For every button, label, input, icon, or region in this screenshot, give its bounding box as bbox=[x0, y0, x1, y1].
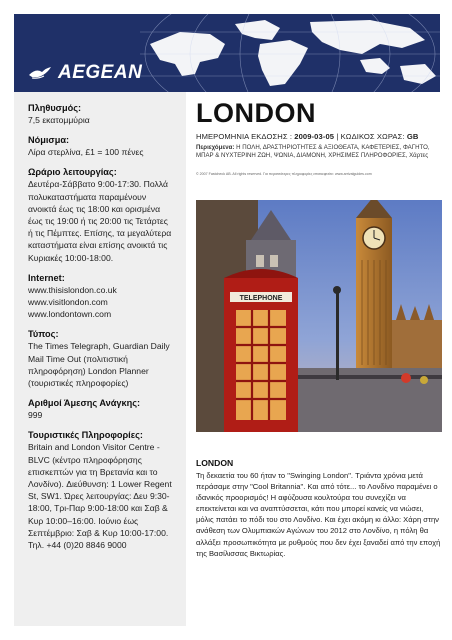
telephone-sign: TELEPHONE bbox=[239, 295, 283, 302]
section-body: Λίρα στερλίνα, £1 = 100 πένες bbox=[28, 147, 144, 158]
guide-header bbox=[196, 98, 442, 176]
emergency-section bbox=[28, 397, 174, 421]
section-heading: Τουριστικές Πληροφορίες: bbox=[28, 430, 143, 441]
header-banner bbox=[14, 14, 440, 92]
section-body: The Times Telegraph, Guardian Daily Mail Time Out (πολιτιστική πληροφόρηση) London Planner (τουριστικές πληροφορίες) bbox=[28, 341, 170, 389]
issue-meta bbox=[196, 132, 442, 141]
contents-line bbox=[196, 144, 442, 160]
aegean-logo bbox=[28, 62, 142, 84]
issue-date: 2009-03-05 bbox=[294, 132, 335, 141]
london-photo bbox=[196, 200, 442, 432]
section-body: Δευτέρα-Σάββατο 9:00-17:30. Πολλά πολυκαταστήματα παραμένουν ανοικτά έως τις 18:00 και ορισμένα έως τις 19:00 ή τις 20:00 τις Τετάρτες ή τις Πέμπτες. Επίσης, τα μεγαλύτερα καταστήματα είναι επίσης ανοικτά τις Κυριακές 10:00-18:00. bbox=[28, 179, 172, 263]
country-label: ΚΩΔΙΚΟΣ ΧΩΡΑΣ: bbox=[340, 132, 405, 141]
currency-section bbox=[28, 134, 174, 158]
city-title: LONDON bbox=[196, 98, 316, 128]
contents-text: Η ΠΟΛΗ, ΔΡΑΣΤΗΡΙΟΤΗΤΕΣ & ΑΞΙΟΘΕΑΤΑ, ΚΑΦΕΤΕΡΙΕΣ, ΦΑΓΗΤΟ, ΜΠΑΡ & ΝΥΧΤΕΡΙΝΗ ΖΩΗ, ΨΩΝΙΑ, ΔΙΑΜΟΝΗ, ΧΡΗΣΙΜΕΣ ΠΛΗΡΟΦΟΡΙΕΣ, Χάρτες bbox=[196, 144, 430, 160]
section-heading: Αριθμοί Άμεσης Ανάγκης: bbox=[28, 398, 141, 409]
section-heading: Πληθυσμός: bbox=[28, 103, 82, 113]
section-heading: Τύπος: bbox=[28, 329, 59, 340]
press-section bbox=[28, 328, 174, 389]
copyright-notice: © 2007 Fastcheck AB. All rights reserved. Για περισσότερες πληροφορίες επισκεφτείτε: www.arrivalguides.com bbox=[196, 172, 372, 177]
section-body: Britain and London Visitor Centre - BLVC (κέντρο πληροφόρησης επισκεπτών για τη Βρετανία και το Λονδίνο). Διεύθυνση: 1 Lower Regent St, SW1. Ώρες λειτουργίας: Δευ 9:30-18:00, Τρι-Παρ 9:00-18:00 και Σαβ & Κυρ 10:00–16:00. Ιούνιο έως Σεπτέμβριο: Σαβ & Κυρ 10:00-17:00. Τηλ. +44 (0)20 8846 9000 bbox=[28, 442, 172, 551]
info-sidebar bbox=[14, 92, 186, 626]
article-body: Τη δεκαετία του 60 ήταν το "Swinging London". Τριάντα χρόνια μετά περάσαμε στην "Cool Britannia". Και από τότε... το Λονδίνο παραμένει ο ιδανικός προορισμός! Η αφύζουσα κουλτούρα του συνεχίζει να επεκτείνεται και να αναπτύσσεται, κάτι που μπορεί κανείς να νιώσει, μόλις πατάει το πόδι του στο Λονδίνο. Και έχει ακόμη κι άλλο: Χάρη στην ανάθεση των Ολυμπιακών Αγώνων του 2012 στο Λονδίνο, η πόλη θα αλλάξει προσωπικότητα με ρυθμούς που δεν έχει ξαναδεί από την εποχή της Βασίλισσας Βικτωρίας. bbox=[196, 471, 441, 558]
meta-separator: | bbox=[336, 132, 339, 141]
city-article bbox=[196, 458, 442, 559]
brand-name: AEGEAN bbox=[58, 62, 143, 83]
section-heading: Νόμισμα: bbox=[28, 135, 70, 146]
section-body: www.thisislondon.co.uk www.visitlondon.com www.londontown.com bbox=[28, 284, 117, 320]
tourist-info-section bbox=[28, 429, 174, 551]
section-body: 999 bbox=[28, 410, 43, 421]
article-heading: LONDON bbox=[196, 458, 234, 468]
country-code: GB bbox=[406, 132, 419, 141]
opening-hours-section bbox=[28, 166, 174, 263]
internet-section bbox=[28, 272, 174, 321]
big-ben-phone-booth-image bbox=[196, 200, 442, 432]
population-section bbox=[28, 102, 174, 126]
world-map-graphic bbox=[140, 14, 440, 92]
section-body: 7,5 εκατομμύρια bbox=[28, 115, 90, 125]
section-heading: Ωράριο λειτουργίας: bbox=[28, 167, 117, 178]
issue-label: ΗΜΕΡΟΜΗΝΙΑ ΕΚΔΟΣΗΣ : bbox=[196, 132, 293, 141]
section-heading: Internet: bbox=[28, 272, 65, 283]
contents-label: Περιεχόμενα: bbox=[196, 144, 235, 151]
bird-logo-icon bbox=[28, 66, 52, 80]
